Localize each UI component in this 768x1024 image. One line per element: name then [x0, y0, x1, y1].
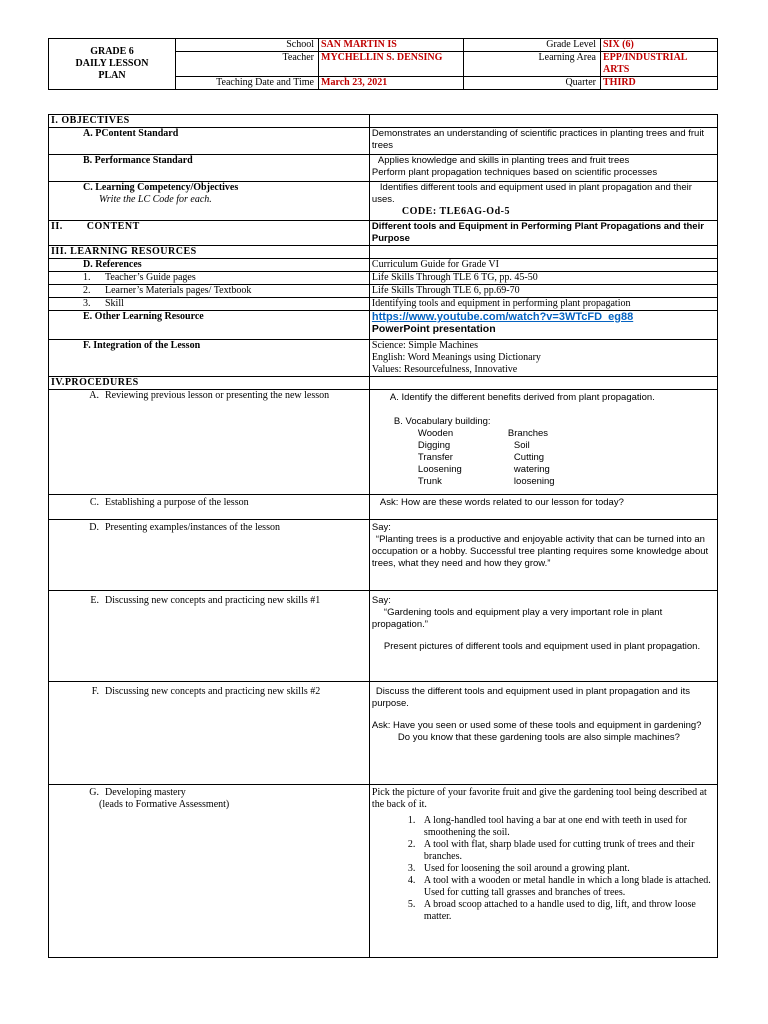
integration-english: English: Word Meanings using Dictionary: [371, 352, 541, 363]
other-resources-row: [49, 311, 718, 340]
procedure-d-say: Say:: [371, 522, 391, 533]
vocab-word: Wooden: [417, 428, 454, 439]
skill-value: Identifying tools and equipment in performing plant propagation: [369, 298, 717, 311]
procedure-f-label: Discussing new concepts and practicing new skills #2: [105, 686, 321, 697]
assessment-item: 2. A tool with flat, sharp blade used for cutting trunk of trees and their branches.: [418, 839, 715, 863]
procedure-d-row: [49, 520, 718, 591]
date-label: Teaching Date and Time: [176, 77, 319, 90]
procedure-a-row: [49, 390, 718, 495]
procedure-e-say: Say:: [371, 595, 391, 606]
content-heading: II. CONTENT: [49, 221, 370, 246]
other-resources-label: E. Other Learning Resource: [49, 311, 370, 340]
date-value: March 23, 2021: [319, 77, 464, 90]
procedures-heading: IV.PROCEDURES: [49, 377, 370, 390]
performance-standard-label: B. Performance Standard: [49, 155, 370, 182]
procedure-e-text-2: Present pictures of different tools and equipment used in plant propagation.: [383, 641, 701, 652]
vocab-word: Loosening: [417, 464, 462, 475]
vocab-word: Soil: [513, 440, 530, 451]
skill-label: Skill: [105, 298, 124, 309]
content-standard-label: A. PContent Standard: [49, 128, 370, 155]
competency-label: C. Learning Competency/Objectives: [83, 182, 239, 193]
procedure-g-text: Pick the picture of your favorite fruit and give the gardening tool being described at the back of it.: [371, 787, 707, 810]
procedure-g-row: [49, 785, 718, 958]
procedure-a-label: Reviewing previous lesson or presenting the new lesson: [105, 390, 330, 401]
procedure-e-text-1: “Gardening tools and equipment play a very important role in plant propagation.”: [371, 607, 663, 630]
procedure-d-label: Presenting examples/instances of the lesson: [105, 522, 280, 533]
procedure-f-row: [49, 682, 718, 785]
assessment-item: 5. A broad scoop attached to a handle used to dig, lift, and throw loose matter.: [418, 899, 715, 923]
vocabulary-list: [372, 428, 715, 488]
procedure-a-text-1: A. Identify the different benefits derived from plant propagation.: [389, 392, 655, 403]
procedure-c-row: [49, 495, 718, 520]
content-row: [49, 221, 718, 246]
tg-label: Teacher’s Guide pages: [105, 272, 196, 283]
grade-value: SIX (6): [601, 39, 718, 52]
objectives-heading: I. OBJECTIVES: [49, 115, 370, 128]
tg-value: Life Skills Through TLE 6 TG, pp. 45-50: [369, 272, 717, 285]
teacher-label: Teacher: [176, 52, 319, 77]
procedure-e-row: [49, 591, 718, 682]
header-table: [48, 38, 718, 90]
resources-heading-row: [49, 246, 718, 259]
procedure-c-letter: C.: [89, 497, 99, 508]
vocab-word: loosening: [513, 476, 555, 487]
assessment-item: 3. Used for loosening the soil around a growing plant.: [418, 863, 715, 875]
procedure-f-text-3: Do you know that these gardening tools are also simple machines?: [397, 732, 680, 743]
procedure-d-text: “Planting trees is a productive and enjoyable activity that can be turned into an occupation or a hobby. Successful tree planting requires some knowledge about trees, what they need and how they grow.”: [371, 534, 709, 569]
procedure-e-letter: E.: [90, 595, 99, 606]
references-value: Curriculum Guide for Grade VI: [369, 259, 717, 272]
procedure-c-text: Ask: How are these words related to our lesson for today?: [379, 497, 624, 508]
quarter-label: Quarter: [464, 77, 601, 90]
performance-standard-row: [49, 155, 718, 182]
area-value: EPP/INDUSTRIAL ARTS: [601, 52, 718, 77]
lm-label: Learner’s Materials pages/ Textbook: [105, 285, 252, 296]
procedure-a-text-2: B. Vocabulary building:: [393, 416, 491, 427]
integration-values: Values: Resourcefulness, Innovative: [371, 364, 518, 375]
integration-label: F. Integration of the Lesson: [49, 340, 370, 377]
procedure-g-label-1: Developing mastery: [105, 787, 186, 798]
area-label: Learning Area: [464, 52, 601, 77]
competency-note: Write the LC Code for each.: [99, 194, 212, 205]
procedure-a-letter: A.: [89, 390, 99, 401]
procedure-f-text-1: Discuss the different tools and equipment used in plant propagation and its purpose.: [371, 686, 690, 709]
youtube-link[interactable]: https://www.youtube.com/watch?v=3WTcFD_eg88: [371, 311, 634, 323]
integration-row: [49, 340, 718, 377]
integration-science: Science: Simple Machines: [371, 340, 479, 351]
content-standard-row: [49, 128, 718, 155]
skill-row: 3. Skill Identifying tools and equipment in performing plant propagation: [49, 298, 718, 311]
vocab-word: Digging: [417, 440, 451, 451]
procedure-e-label: Discussing new concepts and practicing new skills #1: [105, 595, 321, 606]
vocab-word: Cutting: [513, 452, 545, 463]
procedure-f-letter: F.: [91, 686, 99, 697]
content-standard-value: Demonstrates an understanding of scientific practices in planting trees and fruit trees: [369, 128, 717, 155]
vocab-word: Branches: [507, 428, 549, 439]
objectives-heading-row: [49, 115, 718, 128]
content-value: Different tools and Equipment in Performing Plant Propagations and their Purpose: [369, 221, 717, 246]
competency-row: [49, 182, 718, 221]
vocab-word: watering: [513, 464, 550, 475]
references-label: D. References: [49, 259, 370, 272]
assessment-item: 1. A long-handled tool having a bar at one end with teeth in used for smoothening the soil.: [418, 815, 715, 839]
tg-row: 1. Teacher’s Guide pages Life Skills Through TLE 6 TG, pp. 45-50: [49, 272, 718, 285]
assessment-item: 4. A tool with a wooden or metal handle in which a long blade is attached. Used for cutting tall grasses and branches of trees.: [418, 875, 715, 899]
lesson-plan-table: [48, 114, 718, 958]
procedure-f-text-2: Ask: Have you seen or used some of these tools and equipment in gardening?: [371, 720, 702, 731]
grade-label: Grade Level: [464, 39, 601, 52]
lm-value: Life Skills Through TLE 6, pp.69-70: [369, 285, 717, 298]
dlp-title: GRADE 6 DAILY LESSON PLAN: [49, 39, 176, 90]
vocab-word: Transfer: [417, 452, 453, 463]
teacher-value: MYCHELLIN S. DENSING: [319, 52, 464, 77]
references-row: [49, 259, 718, 272]
quarter-value: THIRD: [601, 77, 718, 90]
vocab-word: Trunk: [417, 476, 442, 487]
assessment-list: [372, 815, 715, 923]
procedure-c-label: Establishing a purpose of the lesson: [105, 497, 249, 508]
school-label: School: [176, 39, 319, 52]
lc-code: CODE: TLE6AG-Od-5: [401, 206, 510, 217]
procedures-heading-row: [49, 377, 718, 390]
school-value: SAN MARTIN IS: [319, 39, 464, 52]
procedure-g-letter: G.: [89, 787, 99, 798]
lm-row: 2. Learner’s Materials pages/ Textbook Life Skills Through TLE 6, pp.69-70: [49, 285, 718, 298]
procedure-g-label-2: (leads to Formative Assessment): [99, 799, 230, 810]
powerpoint-note: PowerPoint presentation: [371, 323, 496, 335]
resources-heading: III. LEARNING RESOURCES: [49, 246, 370, 259]
performance-standard-1: Applies knowledge and skills in planting trees and fruit trees: [377, 155, 630, 166]
competency-value: Identifies different tools and equipment used in plant propagation and their uses.: [371, 182, 692, 205]
performance-standard-2: Perform plant propagation techniques based on scientific processes: [371, 167, 658, 178]
procedure-d-letter: D.: [89, 522, 99, 533]
